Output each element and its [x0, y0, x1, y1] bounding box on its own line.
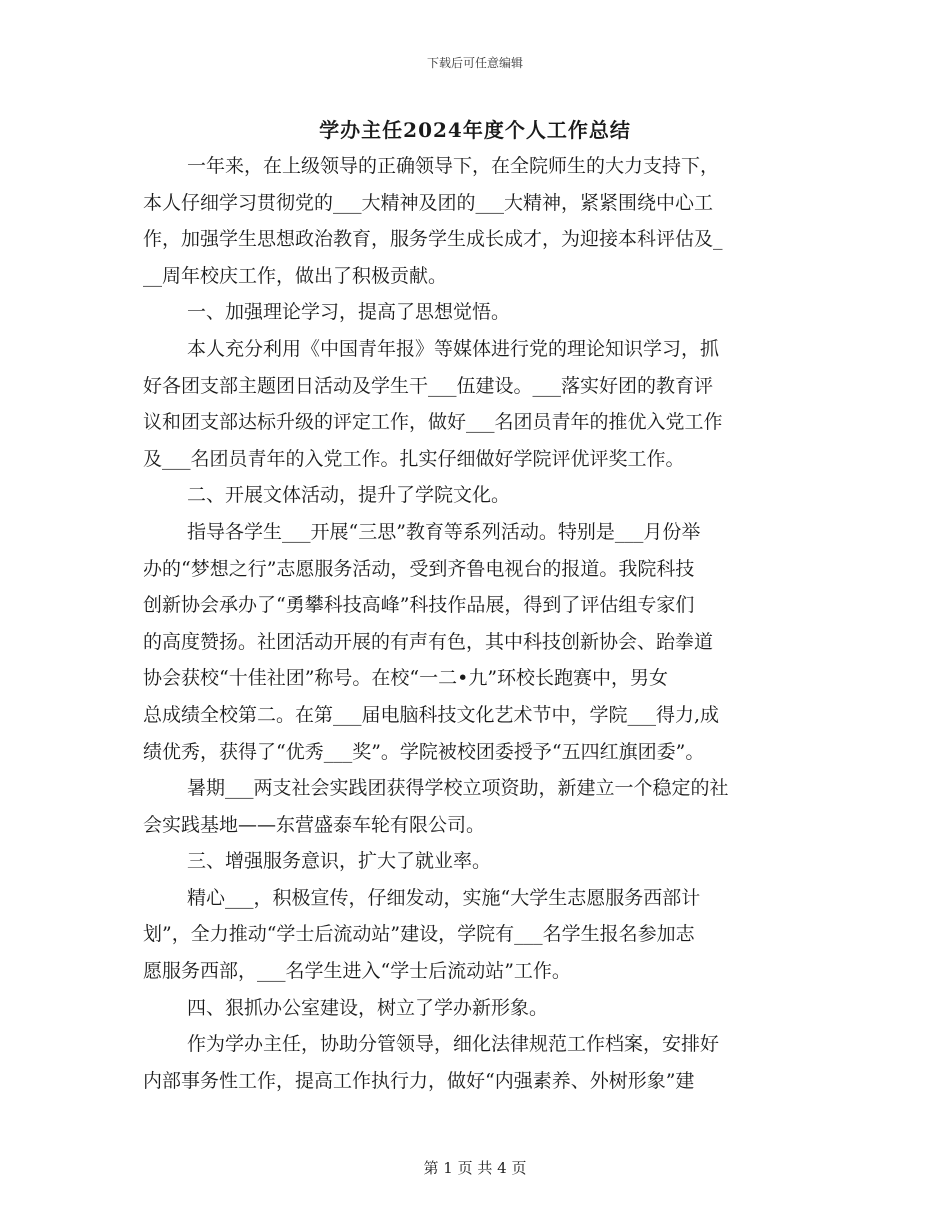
- text-line: 暑期___两支社会实践团获得学校立项资助，新建立一个稳定的社: [187, 777, 729, 800]
- text-line: 创新协会承办了“勇攀科技高峰”科技作品展，得到了评估组专家们: [143, 594, 695, 617]
- text-line: 一、加强理论学习，提高了思想觉悟。: [187, 301, 511, 324]
- text-line: 四、狠抓办公室建设，树立了学办新形象。: [187, 996, 549, 1019]
- text-line: 的高度赞扬。社团活动开展的有声有色，其中科技创新协会、跆拳道: [143, 630, 714, 653]
- text-line: 愿服务西部，___名学生进入“学士后流动站”工作。: [143, 960, 571, 983]
- text-line: 及___名团员青年的入党工作。扎实仔细做好学院评优评奖工作。: [143, 447, 685, 470]
- text-line: 办的“梦想之行”志愿服务活动，受到齐鲁电视台的报道。我院科技: [143, 557, 695, 580]
- document-title: 学办主任2024年度个人工作总结: [319, 118, 631, 142]
- text-line: 作为学办主任，协助分管领导，细化法律规范工作档案，安排好: [187, 1033, 720, 1056]
- text-line: 协会获校“十佳社团”称号。在校“一二•九”环校长跑赛中，男女: [143, 667, 669, 690]
- text-line: 一年来，在上级领导的正确领导下，在全院师生的大力支持下，: [187, 155, 720, 177]
- text-line: 二、开展文体活动，提升了学院文化。: [187, 484, 511, 507]
- text-line: 绩优秀，获得了“优秀___奖”。学院被校团委授予“五四红旗团委”。: [143, 740, 705, 763]
- text-line: 三、增强服务意识，扩大了就业率。: [187, 850, 492, 873]
- text-line: 指导各学生___开展“三思”教育等系列活动。特别是___月份举: [187, 520, 701, 543]
- text-line: 作，加强学生思想政治教育，服务学生成长成才，为迎接本科评估及_: [143, 228, 723, 251]
- text-line: 总成绩全校第二。在第___届电脑科技文化艺术节中，学院___得力,成: [143, 703, 720, 726]
- text-line: 议和团支部达标升级的评定工作，做好___名团员青年的推优入党工作: [143, 411, 723, 434]
- text-line: 会实践基地——东营盛泰车轮有限公司。: [143, 813, 486, 836]
- text-line: 精心___，积极宣传，仔细发动，实施“大学生志愿服务西部计: [187, 886, 701, 909]
- header-note: 下载后可任意编辑: [426, 56, 523, 70]
- text-line: 好各团支部主题团日活动及学生干___伍建设。___落实好团的教育评: [143, 374, 714, 397]
- text-line: 内部事务性工作，提高工作执行力，做好“内强素养、外树形象”建: [143, 1069, 695, 1092]
- page-footer: 第 1 页 共 4 页: [423, 1159, 527, 1177]
- text-line: 本人仔细学习贯彻党的___大精神及团的___大精神，紧紧围绕中心工: [143, 191, 714, 214]
- document-body: [143, 148, 818, 1099]
- text-line: 本人充分利用《中国青年报》等媒体进行党的理论知识学习，抓: [187, 337, 720, 360]
- text-line: __周年校庆工作，做出了积极贡献。: [143, 264, 448, 287]
- text-line: 划”，全力推动“学士后流动站”建设，学院有___名学生报名参加志: [143, 923, 695, 946]
